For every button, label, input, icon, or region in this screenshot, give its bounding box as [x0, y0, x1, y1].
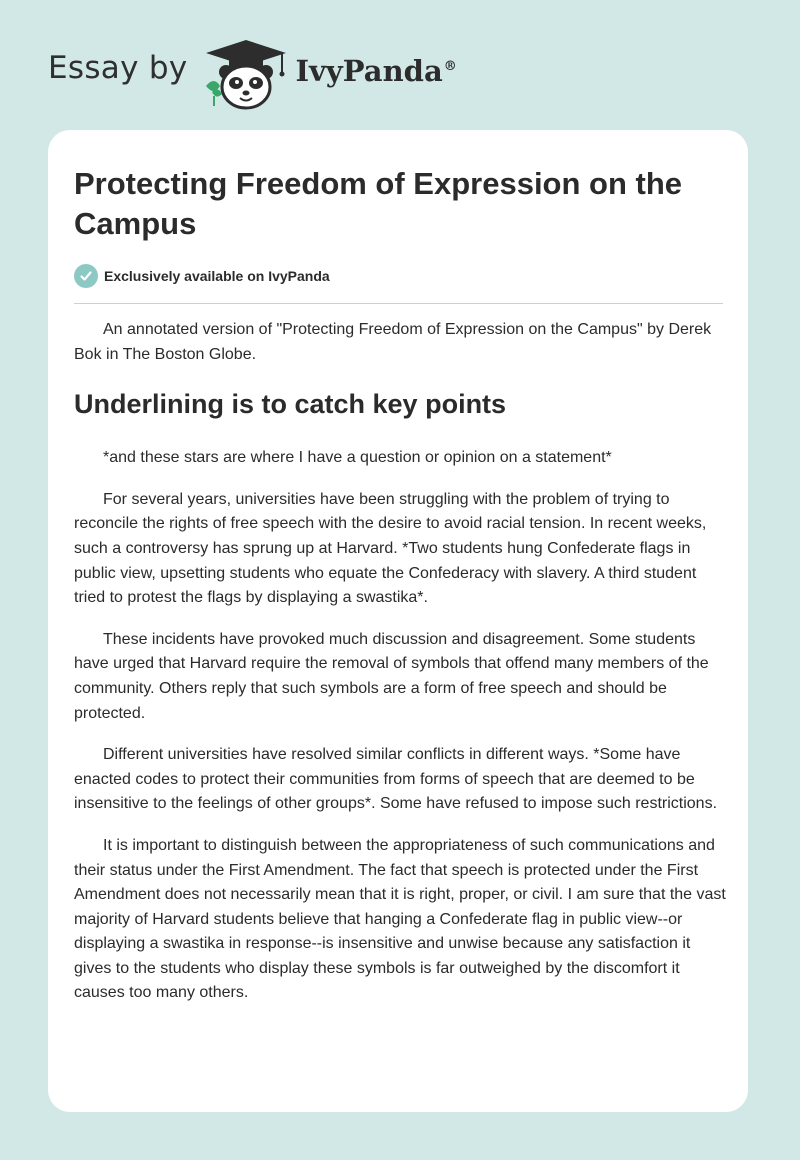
site-header	[48, 34, 457, 114]
body-paragraph: *and these stars are where I have a question or opinion on a statement*	[103, 449, 612, 467]
body-paragraph: For several years, universities have been struggling with the problem of trying to reconcile the rights of free speech with the desire to avoid racial tension. In recent weeks, such a controversy has sprung up at Harvard. *Two students hung Confederate flags in public view, upsetting students who equate the Confederacy with slavery. A third student tried to protest the flags by displaying a swastika*.	[74, 490, 707, 607]
intro-paragraph: An annotated version of "Protecting Freedom of Expression on the Campus" by Derek Bok in The Boston Globe.	[74, 321, 712, 363]
exclusive-badge-label: Exclusively available on IvyPanda	[104, 268, 330, 284]
essay-title: Protecting Freedom of Expression on the Campus	[74, 166, 683, 241]
brand-name[interactable]: IvyPanda®	[295, 54, 457, 88]
panda-logo-icon[interactable]	[202, 36, 290, 112]
essay-card	[48, 130, 748, 1112]
body-paragraph: It is important to distinguish between the appropriateness of such communications and their status under the First Amendment. The fact that speech is protected under the First Amendment does not necessarily mean that it is right, proper, or civil. I am sure that the vast majority of Harvard students believe that hanging a Confederate flag in public view--or displaying a swastika in response--is insensitive and unwise because any satisfaction it gives to the students who display these symbols is far outweighed by the discomfort it causes too many others.	[74, 836, 726, 1002]
essay-by-label: Essay by	[48, 50, 188, 86]
body-paragraph: Different universities have resolved similar conflicts in different ways. *Some have enacted codes to protect their communities from forms of speech that are deemed to be insensitive to the feelings of other groups*. Some have refused to impose such restrictions.	[74, 746, 718, 813]
check-icon	[74, 264, 98, 288]
divider	[74, 303, 723, 304]
body-paragraph: These incidents have provoked much discussion and disagreement. Some students have urged that Harvard require the removal of symbols that offend many members of the community. Others reply that such symbols are a form of free speech and should be protected.	[74, 630, 709, 722]
registered-mark: ®	[443, 59, 457, 75]
essay-body	[74, 318, 726, 1023]
exclusive-badge	[74, 264, 330, 288]
section-heading: Underlining is to catch key points	[74, 389, 507, 420]
